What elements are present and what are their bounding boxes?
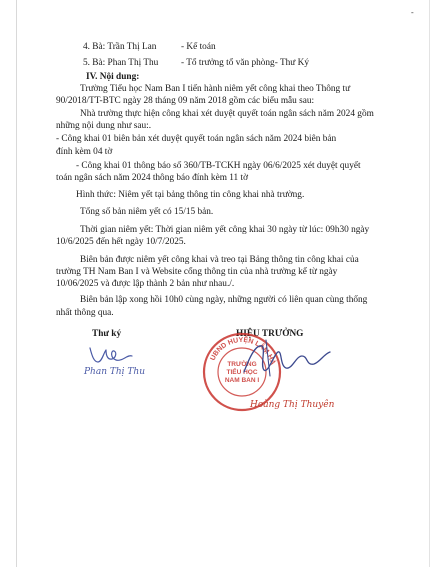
member-5-name: 5. Bà: Phan Thị Thu [83, 58, 159, 68]
stamp-inner-text-1: TRƯỜNG [227, 361, 257, 368]
para-1-line-1: Trường Tiểu học Nam Ban I tiến hành niêm yết công khai theo Thông tư [80, 84, 351, 94]
secretary-name: Phan Thị Thu [84, 367, 146, 377]
stamp-inner-text-3: NAM BAN I [224, 377, 260, 384]
para-8-line-3: 10/06/2025 và được lập thành 2 bản như nhau./. [56, 279, 235, 289]
para-8-line-2: trường TH Nam Ban I và Website cổng thông tin của nhà trường kể từ ngày [56, 267, 338, 277]
para-3-line-1: - Công khai 01 biên bản xét duyệt quyết toán ngân sách năm 2024 biên bản [56, 134, 337, 144]
para-4-line-1: - Công khai 01 thông báo số 360/TB-TCKH ngày 06/6/2025 xét duyệt quyết [76, 161, 361, 171]
principal-name: Hoàng Thị Thuyên [250, 400, 335, 410]
member-4-name: 4. Bà: Trần Thị Lan [83, 42, 157, 52]
stamp-outer-text: UBND HUYỆN LÂM HÀ [209, 336, 277, 366]
member-5-role: - Tổ trưởng tổ văn phòng- Thư Ký [181, 58, 310, 68]
para-7-line-2: 10/6/2025 đến hết ngày 10/7/2025. [56, 237, 186, 247]
scan-edge-left [16, 0, 17, 567]
stamp-inner-text-2: TIỂU HỌC [226, 369, 258, 376]
para-4-line-2: toán ngân sách năm 2024 thông báo đính kèm 11 tờ [56, 173, 249, 183]
para-6: Tổng số bản niêm yết có 15/15 bản. [80, 207, 214, 217]
scan-edge-right [429, 0, 430, 567]
para-8-line-1: Biên bản được niêm yết công khai và treo tại Bảng thông tin công khai của [80, 255, 359, 265]
principal-signature [236, 336, 336, 386]
para-5: Hình thức: Niêm yết tại bảng thông tin công khai nhà trường. [76, 190, 305, 200]
para-9-line-2: nhất thông qua. [56, 308, 114, 318]
para-2-line-2: những nội dung như sau:. [56, 121, 152, 131]
section-title: IV. Nội dung: [86, 72, 140, 82]
para-7-line-1: Thời gian niêm yết: Thời gian niêm yết công khai 30 ngày từ lúc: 09h30 ngày [80, 225, 370, 235]
para-9-line-1: Biên bản lập xong hồi 10h0 cùng ngày, những người có liên quan cùng thống [80, 295, 368, 305]
para-1-line-2: 90/2018/TT-BTC ngày 28 tháng 09 năm 2018 gồm các biểu mẫu sau: [56, 96, 315, 106]
member-4-role: - Kế toán [181, 42, 216, 52]
secretary-title: Thư ký [92, 329, 122, 339]
corner-mark: - [411, 8, 414, 17]
principal-title: HIỆU TRƯỞNG [236, 329, 304, 339]
para-2-line-1: Nhà trường thực hiện công khai xét duyệt quyết toán ngân sách năm 2024 gồm [80, 109, 374, 119]
para-3-line-2: đính kèm 04 tờ [56, 147, 113, 157]
